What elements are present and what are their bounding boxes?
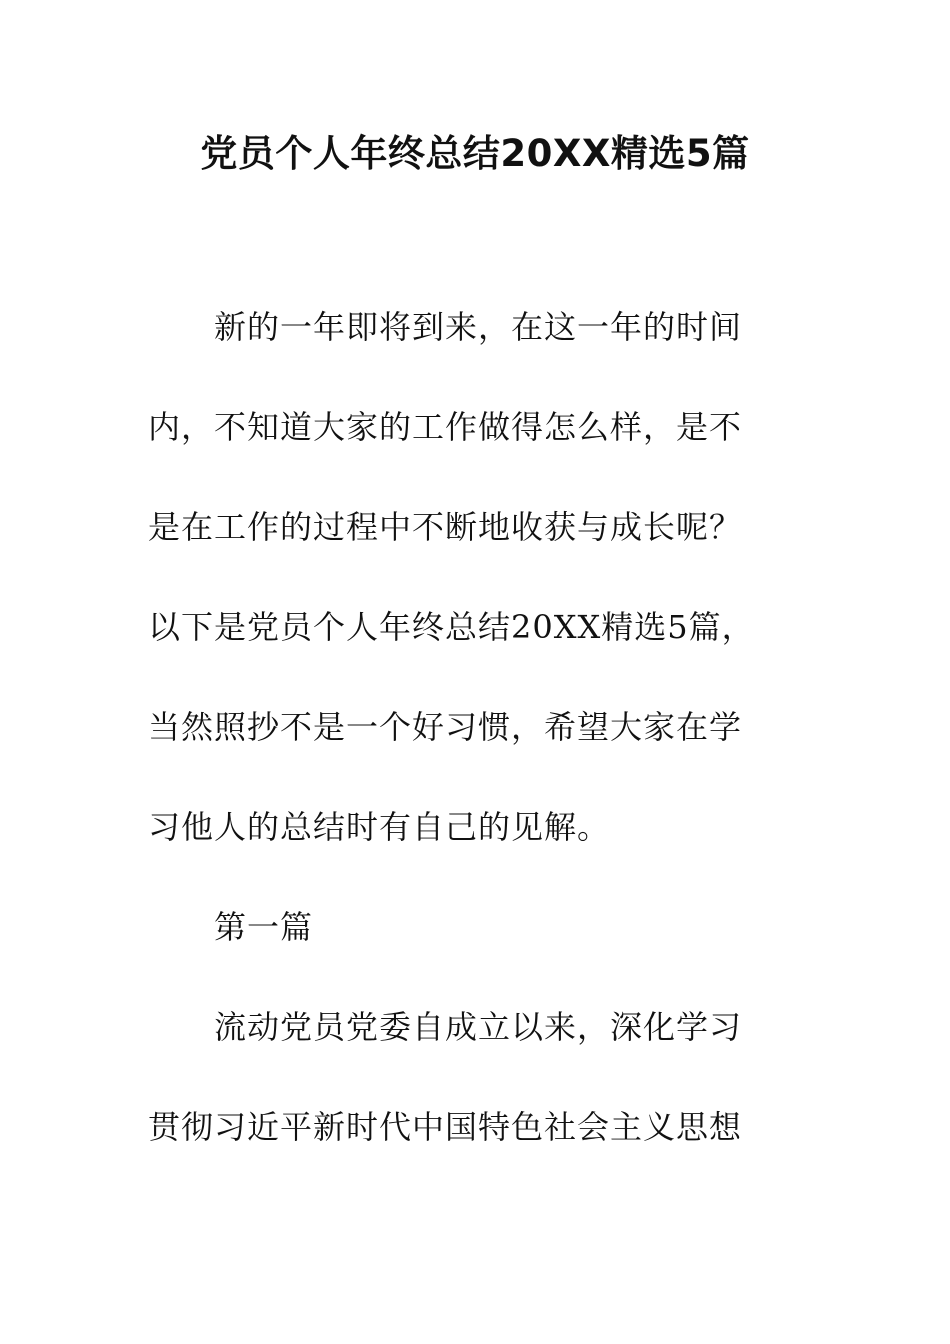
document-title: 党员个人年终总结20XX精选5篇 [200,132,750,175]
paragraph-line: 贯彻习近平新时代中国特色社会主义思想 [148,1108,743,1146]
paragraph-line: 以下是党员个人年终总结20XX精选5篇， [148,608,755,646]
document-body [148,300,782,1200]
section-heading: 第一篇 [214,908,314,946]
paragraph-line: 流动党员党委自成立以来，深化学习 [214,1008,743,1046]
paragraph-line: 是在工作的过程中不断地收获与成长呢？ [148,508,743,546]
paragraph-line: 新的一年即将到来，在这一年的时间 [214,308,743,346]
paragraph-line: 内，不知道大家的工作做得怎么样，是不 [148,408,743,446]
paragraph-line: 习他人的总结时有自己的见解。 [148,808,611,846]
paragraph-line: 当然照抄不是一个好习惯，希望大家在学 [148,708,743,746]
